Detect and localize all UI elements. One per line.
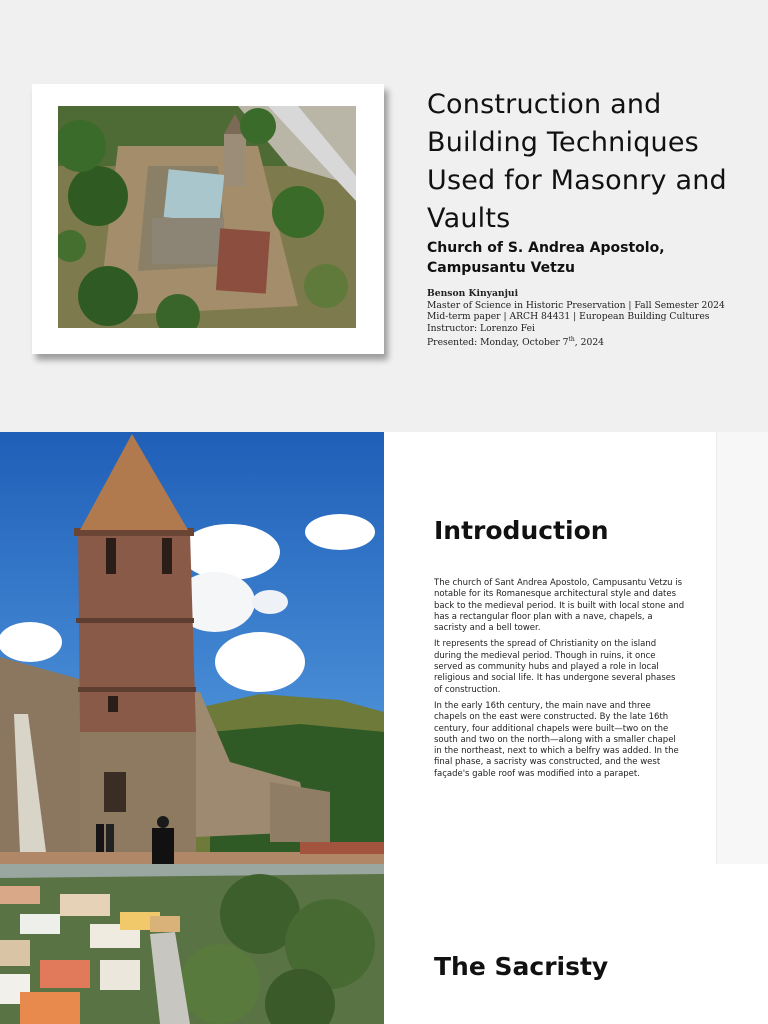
presentation-title: Construction and Building Techniques Used for Masonry and Vaults	[427, 89, 727, 234]
title-slide	[0, 0, 768, 432]
presentation-subtitle: Church of S. Andrea Apostolo, Campusantu Vetzu	[427, 240, 665, 276]
introduction-body	[434, 578, 686, 785]
course-line: Mid-term paper | ARCH 84431 | European Building Cultures	[427, 311, 710, 322]
introduction-heading: Introduction	[434, 516, 609, 545]
sacristy-heading: The Sacristy	[434, 952, 609, 981]
program-line: Master of Science in Historic Preservation | Fall Semester 2024	[427, 299, 725, 311]
sacristy-slide	[0, 864, 768, 1024]
date-ordinal: th	[568, 336, 575, 343]
introduction-slide	[0, 432, 768, 864]
instructor-line: Instructor: Lorenzo Fei	[427, 322, 535, 334]
church-bell-tower-photo	[0, 432, 384, 864]
photo-frame	[32, 84, 384, 354]
aerial-church-photo	[58, 106, 356, 328]
intro-paragraph: The church of Sant Andrea Apostolo, Campusantu Vetzu is notable for its Romanesque architectural style and dates back to the medieval period. It is built with local stone and has a rectangular floor plan with a nave, chapels, a sacristy and a bell tower.	[434, 578, 685, 634]
author-name: Benson Kinyanjui	[427, 288, 519, 299]
intro-paragraph: It represents the spread of Christianity on the island during the medieval period. Though in ruins, it once served as community hubs and played a role in local religious and social life. It has undergone several phases of construction.	[434, 639, 676, 695]
side-strip	[716, 432, 768, 864]
intro-paragraph: In the early 16th century, the main nave and three chapels on the east were constructed. By the late 16th century, four additional chapels were built—two on the south and two on the north—along with a smaller chapel in the northeast, next to which a belfry was added. In the final phase, a sacristy was constructed, and the west façade's gable roof was modified into a parapet.	[434, 700, 679, 779]
town-landscape-photo	[0, 864, 384, 1024]
presented-year: , 2024	[574, 337, 605, 349]
presented-text: Presented: Monday, October 7	[427, 337, 569, 349]
presentation-meta	[427, 288, 757, 349]
presented-line	[427, 334, 757, 349]
